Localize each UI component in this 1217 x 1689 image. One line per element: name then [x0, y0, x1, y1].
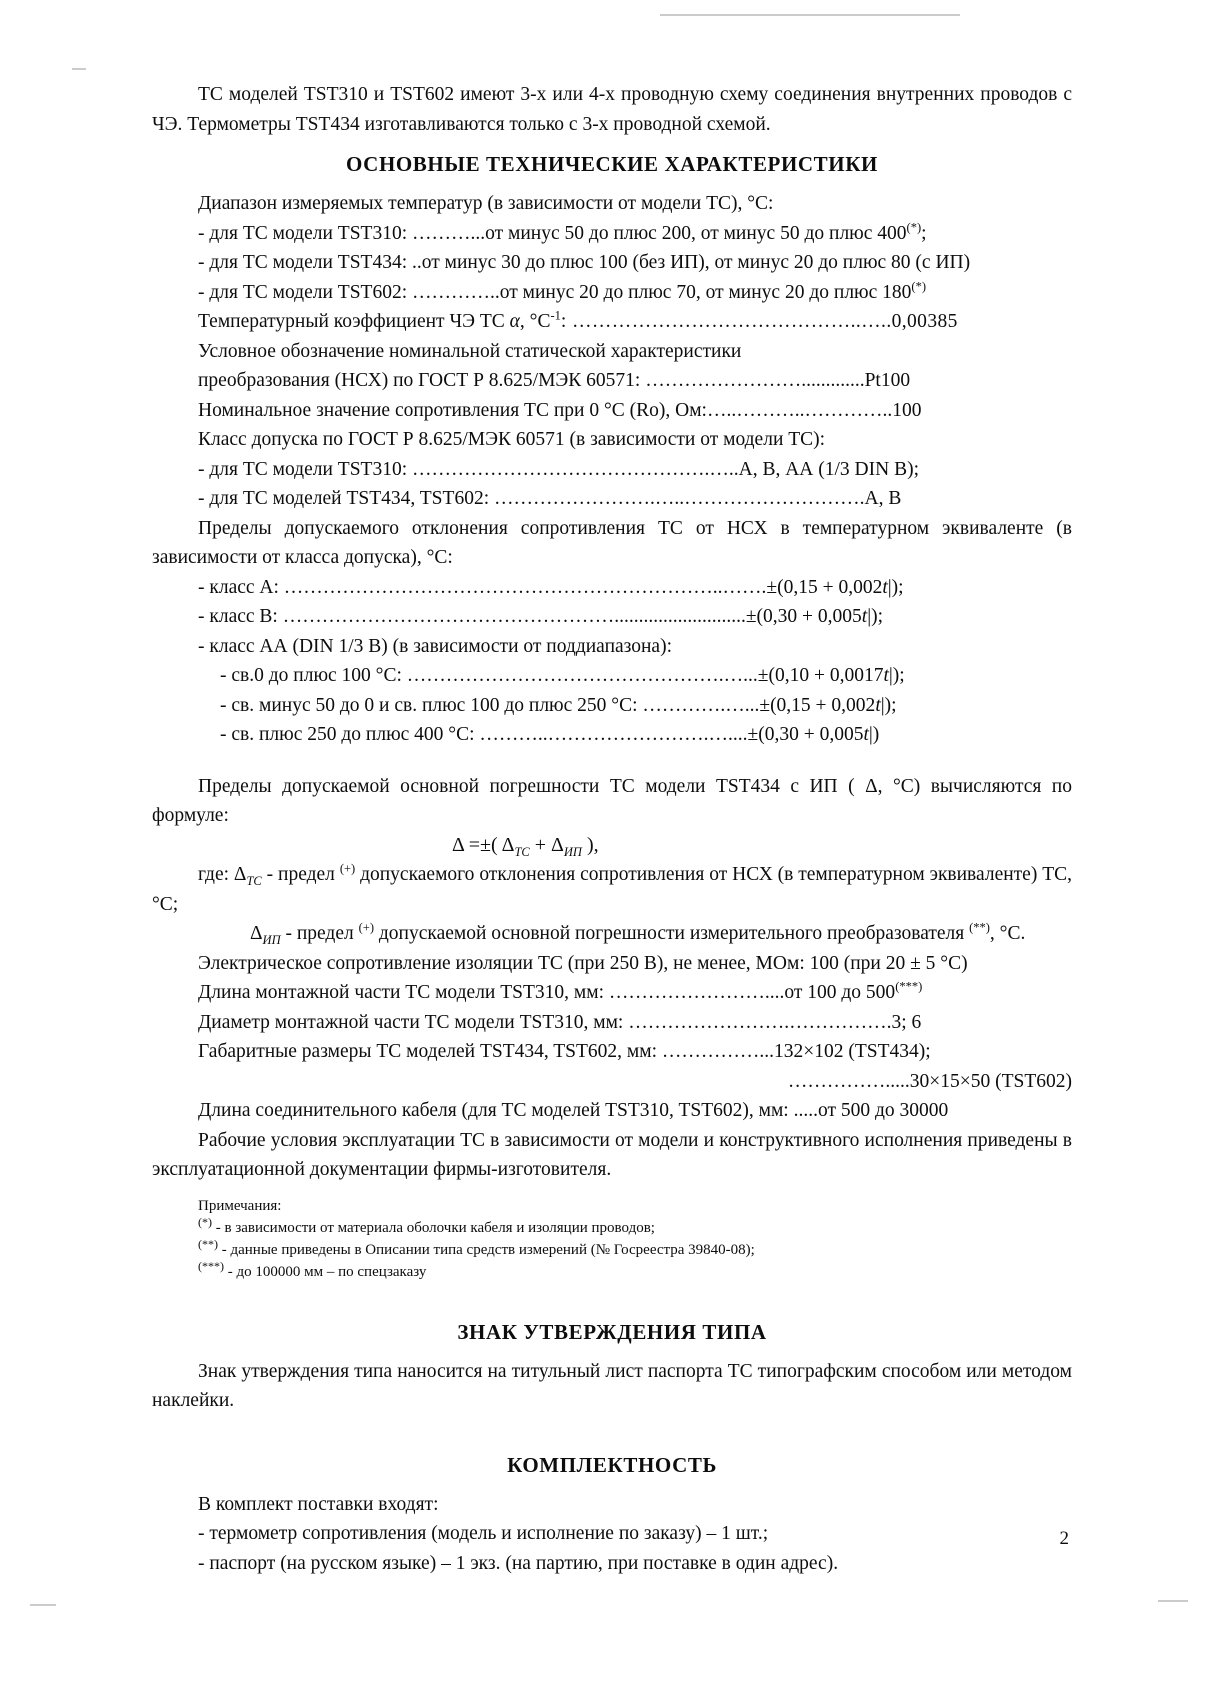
- subrange-3-text: - св. плюс 250 до плюс 400 °C: ………..…………………….…....±(0,30 + 0,005: [220, 724, 864, 745]
- insulation-resistance: Электрическое сопротивление изоляции ТС (при 250 В), не менее, МОм: 100 (при 20 ± 5 °C): [198, 952, 968, 974]
- class-a-variable: t: [882, 576, 888, 598]
- page-number: 2: [1059, 1528, 1069, 1549]
- range-tst602-text: - для ТС модели TST602: …………..от минус 20 до плюс 70, от минус 20 до плюс 180: [198, 281, 912, 303]
- subrange-1-text: - св.0 до плюс 100 °C: ………………………………………….…...±(0,10 + 0,0017: [220, 665, 884, 686]
- class-b-tail: |);: [867, 606, 884, 627]
- range-tst310: [152, 219, 1072, 249]
- class-a-text: - класс А: …………………………………………………………..…….±(0,15 + 0,002: [198, 576, 883, 598]
- range-tst310-text: - для ТС модели TST310: ………...от минус 50 до плюс 200, от минус 50 до плюс 400: [198, 222, 907, 244]
- range-title: Диапазон измеряемых температур (в зависимости от модели ТС), °C:: [198, 193, 774, 214]
- definition-2-tail: , °C.: [989, 923, 1026, 944]
- range-tst602-footnote-marker: (*): [911, 279, 926, 293]
- note-item: [198, 1258, 1072, 1283]
- notes-block: [152, 1195, 1072, 1283]
- note-3-text: - до 100000 мм – по спецзаказу: [224, 1263, 427, 1280]
- formula-middle: + Δ: [529, 833, 564, 856]
- formula-intro-paragraph: Пределы допускаемой основной погрешности ТС модели TST434 с ИП ( Δ, °C) вычисляются по формуле:: [152, 775, 1072, 826]
- subrange-2-tail: |);: [880, 694, 897, 716]
- range-tst434: - для ТС модели TST434: ..от минус 30 до плюс 100 (без ИП), от минус 20 до плюс 80 (с ИП): [198, 252, 971, 273]
- definition-delta-tc: [152, 860, 1072, 919]
- note-3-marker: (***): [198, 1258, 224, 1273]
- tolerance-class-tst310: - для ТС модели TST310: ……………………………………….…..А, В, АА (1/3 DIN B);: [198, 458, 920, 480]
- definition-2-subscript: ИП: [262, 932, 281, 947]
- type-mark-paragraph: Знак утверждения типа наносится на титульный лист паспорта ТС типографским способом или методом наклейки.: [152, 1360, 1072, 1411]
- definition-2-middle: - предел: [280, 923, 359, 944]
- note-item: [198, 1236, 1072, 1261]
- mounting-length-footnote-marker: (***): [895, 979, 923, 994]
- section-heading-specs: ОСНОВНЫЕ ТЕХНИЧЕСКИЕ ХАРАКТЕРИСТИКИ: [345, 152, 878, 176]
- range-tst310-tail: ;: [921, 222, 927, 244]
- alpha-symbol: α: [509, 311, 520, 332]
- temp-coeff-unit: , °C: [519, 311, 551, 332]
- definition-2-rest: допускаемой основной погрешности измерительного преобразователя: [374, 923, 970, 944]
- scan-artifact-bottom-left: [30, 1604, 56, 1606]
- completeness-item-1: - термометр сопротивления (модель и исполнение по заказу) – 1 шт.;: [198, 1523, 769, 1544]
- temp-coeff-exponent: -1: [550, 308, 561, 323]
- subrange-3-variable: t: [863, 724, 869, 745]
- mounting-diameter: Диаметр монтажной части ТС модели TST310, мм: …………………….…………….3; 6: [198, 1011, 922, 1033]
- section-heading-type-mark: ЗНАК УТВЕРЖДЕНИЯ ТИПА: [457, 1319, 767, 1344]
- section-heading-completeness: КОМПЛЕКТНОСТЬ: [507, 1452, 717, 1477]
- nsc-line-1: Условное обозначение номинальной статической характеристики: [198, 340, 742, 362]
- class-a-line: [152, 573, 1072, 603]
- definition-1-middle: - предел: [261, 864, 340, 885]
- temp-coeff-label: Температурный коэффициент ЧЭ ТС: [198, 311, 510, 332]
- nsc-line-2: преобразования (НСХ) по ГОСТ Р 8.625/МЭК 60571: …………………….............Pt100: [198, 370, 911, 391]
- subrange-2-text: - св. минус 50 до 0 и св. плюс 100 до плюс 250 °C: ………….…...±(0,15 + 0,002: [220, 694, 876, 716]
- definition-1-rest: допускаемого отклонения сопротивления от НСХ (в температурном эквиваленте) ТС, °C;: [152, 864, 1073, 915]
- class-b-text: - класс В: ……………………………………………...........................±(0,30 + 0,005: [198, 606, 862, 627]
- cable-length: Длина соединительного кабеля (для ТС моделей TST310, TST602), мм: .....от 500 до 30000: [198, 1100, 949, 1121]
- tolerance-class-tst434-tst602: - для ТС моделей TST434, TST602: …………………….…..……………………….А, В: [198, 488, 902, 509]
- nominal-resistance: Номинальное значение сопротивления ТС при 0 °C (Ro), Ом:…..………..…………..100: [198, 399, 922, 421]
- range-tst310-footnote-marker: (*): [906, 220, 922, 234]
- mounting-length-text: Длина монтажной части ТС модели TST310, мм: ……………………....от 100 до 500: [198, 982, 896, 1003]
- operating-conditions: Рабочие условия эксплуатации ТС в зависимости от модели и конструктивного исполнения приведены в эксплуатационной документации фирмы-изготовителя.: [152, 1129, 1072, 1180]
- subrange-1-variable: t: [883, 665, 889, 686]
- formula-subscript-tc: ТС: [514, 844, 530, 859]
- completeness-intro: В комплект поставки входят:: [198, 1493, 439, 1515]
- scan-artifact-bottom-right: [1158, 1600, 1188, 1602]
- subrange-3-tail: |): [868, 724, 880, 745]
- scan-artifact-left: [72, 68, 86, 70]
- overall-dimensions-2: …………….....30×15×50 (TST602): [787, 1070, 1072, 1092]
- subrange-3-line: [152, 720, 1072, 750]
- definition-1-subscript: ТС: [246, 873, 262, 888]
- subrange-1-tail: |);: [888, 665, 905, 686]
- range-tst602: [152, 278, 1072, 308]
- intro-paragraph: ТС моделей TST310 и TST602 имеют 3-х или 4-х проводную схему соединения внутренних проводов с ЧЭ. Термометры TST434 изготавливаются только с 3-х проводной схемой.: [152, 84, 1072, 135]
- notes-title: Примечания:: [198, 1197, 282, 1214]
- deviation-paragraph: Пределы допускаемого отклонения сопротивления ТС от НСХ в температурном эквиваленте (в зависимости от класса допуска), °C:: [152, 517, 1072, 568]
- subrange-1-line: [152, 661, 1072, 691]
- tolerance-class-title: Класс допуска по ГОСТ Р 8.625/МЭК 60571 (в зависимости от модели ТС):: [198, 429, 826, 450]
- subrange-2-variable: t: [875, 694, 881, 716]
- overall-dimensions-1: Габаритные размеры ТС моделей TST434, TST602, мм: ……………...132×102 (TST434);: [198, 1041, 931, 1062]
- note-1-marker: (*): [198, 1214, 212, 1229]
- scan-artifact-top: [660, 14, 960, 16]
- formula-end: ),: [581, 833, 599, 856]
- definition-1-prefix: где: Δ: [198, 864, 247, 885]
- temp-coeff-value: : ……………………………………..…..0,00385: [560, 311, 958, 332]
- temperature-coefficient-line: [152, 307, 1072, 337]
- definition-2-footnote-marker-2: (**): [969, 920, 990, 935]
- class-b-line: [152, 602, 1072, 632]
- definition-delta-ip: [152, 919, 1072, 949]
- definition-2-prefix: Δ: [250, 923, 263, 944]
- class-b-variable: t: [861, 606, 868, 627]
- note-item: [198, 1214, 1072, 1239]
- formula-expression: [452, 831, 599, 861]
- mounting-length: [152, 978, 1072, 1008]
- definition-1-footnote-marker: (+): [339, 861, 356, 876]
- note-2-text: - данные приведены в Описании типа средств измерений (№ Госреестра 39840-08);: [218, 1241, 755, 1258]
- note-2-marker: (**): [198, 1236, 218, 1251]
- document-content: [152, 80, 1072, 1578]
- formula-subscript-ip: ИП: [563, 844, 582, 859]
- class-a-tail: |);: [887, 576, 904, 598]
- formula-line: [152, 831, 1072, 861]
- completeness-item-2: - паспорт (на русском языке) – 1 экз. (на партию, при поставке в один адрес).: [198, 1552, 839, 1574]
- subrange-2-line: [152, 691, 1072, 721]
- formula-head: Δ =±( Δ: [452, 833, 515, 856]
- class-aa-title: - класс АА (DIN 1/3 B) (в зависимости от поддиапазона):: [198, 635, 672, 657]
- definition-2-footnote-marker: (+): [358, 920, 374, 935]
- note-1-text: - в зависимости от материала оболочки кабеля и изоляции проводов;: [212, 1219, 655, 1236]
